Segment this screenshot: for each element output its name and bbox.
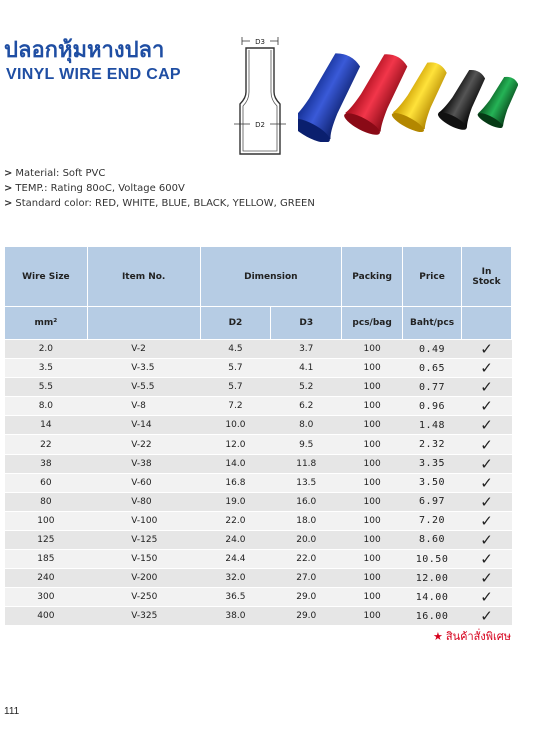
star-icon: ★ bbox=[433, 630, 443, 643]
check-icon: ✓ bbox=[462, 340, 512, 359]
table-row bbox=[5, 492, 512, 511]
wire-size-cell: 300 bbox=[5, 588, 88, 607]
wire-size-cell: 8.0 bbox=[5, 397, 88, 416]
price-cell: 0.65 bbox=[403, 359, 462, 378]
check-icon: ✓ bbox=[462, 473, 512, 492]
price-cell: 8.60 bbox=[403, 530, 462, 549]
header-dimension: Dimension bbox=[200, 247, 342, 307]
d3-cell: 5.2 bbox=[271, 378, 342, 397]
item-no-cell: V-100 bbox=[87, 511, 200, 530]
table-row bbox=[5, 435, 512, 454]
d3-cell: 22.0 bbox=[271, 550, 342, 569]
check-icon: ✓ bbox=[462, 397, 512, 416]
spec-material: > Material: Soft PVC bbox=[4, 168, 106, 179]
wire-size-cell: 3.5 bbox=[5, 359, 88, 378]
price-cell: 0.49 bbox=[403, 340, 462, 359]
d3-cell: 16.0 bbox=[271, 492, 342, 511]
d2-cell: 36.5 bbox=[200, 588, 271, 607]
item-no-cell: V-150 bbox=[87, 550, 200, 569]
header-in-stock-text: In Stock bbox=[472, 266, 501, 287]
table-row bbox=[5, 416, 512, 435]
table-row bbox=[5, 511, 512, 530]
unit-packing: pcs/bag bbox=[342, 307, 403, 340]
header-price: Price bbox=[403, 247, 462, 307]
table-row bbox=[5, 397, 512, 416]
d3-cell: 6.2 bbox=[271, 397, 342, 416]
d3-cell: 11.8 bbox=[271, 454, 342, 473]
packing-cell: 100 bbox=[342, 492, 403, 511]
d2-cell: 38.0 bbox=[200, 607, 271, 626]
price-cell: 6.97 bbox=[403, 492, 462, 511]
d3-cell: 20.0 bbox=[271, 530, 342, 549]
wire-size-cell: 100 bbox=[5, 511, 88, 530]
wire-size-cell: 240 bbox=[5, 569, 88, 588]
table-row bbox=[5, 530, 512, 549]
dimension-diagram bbox=[232, 32, 288, 160]
price-cell: 12.00 bbox=[403, 569, 462, 588]
d2-cell: 5.7 bbox=[200, 359, 271, 378]
unit-in-stock bbox=[462, 307, 512, 340]
item-no-cell: V-14 bbox=[87, 416, 200, 435]
price-cell: 16.00 bbox=[403, 607, 462, 626]
d2-cell: 4.5 bbox=[200, 340, 271, 359]
d3-cell: 27.0 bbox=[271, 569, 342, 588]
table-row bbox=[5, 378, 512, 397]
special-order-note bbox=[433, 627, 511, 645]
header-wire-size: Wire Size bbox=[5, 247, 88, 307]
d3-cell: 13.5 bbox=[271, 473, 342, 492]
d2-cell: 24.4 bbox=[200, 550, 271, 569]
d2-cell: 22.0 bbox=[200, 511, 271, 530]
item-no-cell: V-22 bbox=[87, 435, 200, 454]
check-icon: ✓ bbox=[462, 550, 512, 569]
d3-cell: 4.1 bbox=[271, 359, 342, 378]
check-icon: ✓ bbox=[462, 378, 512, 397]
item-no-cell: V-200 bbox=[87, 569, 200, 588]
item-no-cell: V-80 bbox=[87, 492, 200, 511]
wire-size-cell: 2.0 bbox=[5, 340, 88, 359]
d2-cell: 24.0 bbox=[200, 530, 271, 549]
item-no-cell: V-60 bbox=[87, 473, 200, 492]
d3-cell: 18.0 bbox=[271, 511, 342, 530]
header-packing: Packing bbox=[342, 247, 403, 307]
page-number: 111 bbox=[4, 706, 20, 717]
d2-label: D2 bbox=[255, 121, 265, 129]
table-row bbox=[5, 588, 512, 607]
item-no-cell: V-8 bbox=[87, 397, 200, 416]
specifications bbox=[4, 166, 315, 211]
check-icon: ✓ bbox=[462, 492, 512, 511]
d2-cell: 32.0 bbox=[200, 569, 271, 588]
d2-cell: 14.0 bbox=[200, 454, 271, 473]
unit-price: Baht/pcs bbox=[403, 307, 462, 340]
check-icon: ✓ bbox=[462, 588, 512, 607]
d2-cell: 7.2 bbox=[200, 397, 271, 416]
special-order-text: สินค้าสั่งพิเศษ bbox=[445, 630, 511, 643]
wire-size-cell: 185 bbox=[5, 550, 88, 569]
d3-cell: 8.0 bbox=[271, 416, 342, 435]
check-icon: ✓ bbox=[462, 569, 512, 588]
item-no-cell: V-5.5 bbox=[87, 378, 200, 397]
wire-size-cell: 5.5 bbox=[5, 378, 88, 397]
table-row bbox=[5, 473, 512, 492]
d2-cell: 10.0 bbox=[200, 416, 271, 435]
price-cell: 14.00 bbox=[403, 588, 462, 607]
item-no-cell: V-3.5 bbox=[87, 359, 200, 378]
packing-cell: 100 bbox=[342, 359, 403, 378]
header-in-stock bbox=[462, 247, 512, 307]
item-no-cell: V-2 bbox=[87, 340, 200, 359]
item-no-cell: V-325 bbox=[87, 607, 200, 626]
check-icon: ✓ bbox=[462, 416, 512, 435]
table-row bbox=[5, 340, 512, 359]
d2-cell: 16.8 bbox=[200, 473, 271, 492]
d3-cell: 29.0 bbox=[271, 607, 342, 626]
wire-size-cell: 14 bbox=[5, 416, 88, 435]
packing-cell: 100 bbox=[342, 607, 403, 626]
price-cell: 3.50 bbox=[403, 473, 462, 492]
table-row bbox=[5, 359, 512, 378]
price-cell: 7.20 bbox=[403, 511, 462, 530]
check-icon: ✓ bbox=[462, 359, 512, 378]
packing-cell: 100 bbox=[342, 569, 403, 588]
product-caps-image bbox=[298, 52, 518, 142]
d2-cell: 19.0 bbox=[200, 492, 271, 511]
price-cell: 2.32 bbox=[403, 435, 462, 454]
packing-cell: 100 bbox=[342, 511, 403, 530]
title-english: VINYL WIRE END CAP bbox=[6, 66, 181, 83]
table-row bbox=[5, 569, 512, 588]
wire-size-cell: 22 bbox=[5, 435, 88, 454]
check-icon: ✓ bbox=[462, 530, 512, 549]
wire-size-cell: 125 bbox=[5, 530, 88, 549]
item-no-cell: V-125 bbox=[87, 530, 200, 549]
packing-cell: 100 bbox=[342, 397, 403, 416]
table-row bbox=[5, 454, 512, 473]
table-row bbox=[5, 607, 512, 626]
unit-wire-size: mm² bbox=[5, 307, 88, 340]
d2-cell: 5.7 bbox=[200, 378, 271, 397]
d3-cell: 3.7 bbox=[271, 340, 342, 359]
d3-cell: 9.5 bbox=[271, 435, 342, 454]
packing-cell: 100 bbox=[342, 340, 403, 359]
wire-size-cell: 38 bbox=[5, 454, 88, 473]
header-item-no: Item No. bbox=[87, 247, 200, 307]
unit-item-no bbox=[87, 307, 200, 340]
price-cell: 10.50 bbox=[403, 550, 462, 569]
wire-size-cell: 60 bbox=[5, 473, 88, 492]
item-no-cell: V-250 bbox=[87, 588, 200, 607]
packing-cell: 100 bbox=[342, 550, 403, 569]
packing-cell: 100 bbox=[342, 473, 403, 492]
price-cell: 0.77 bbox=[403, 378, 462, 397]
unit-d3: D3 bbox=[271, 307, 342, 340]
packing-cell: 100 bbox=[342, 530, 403, 549]
price-cell: 3.35 bbox=[403, 454, 462, 473]
check-icon: ✓ bbox=[462, 435, 512, 454]
packing-cell: 100 bbox=[342, 435, 403, 454]
wire-size-cell: 400 bbox=[5, 607, 88, 626]
item-no-cell: V-38 bbox=[87, 454, 200, 473]
check-icon: ✓ bbox=[462, 607, 512, 626]
unit-d2: D2 bbox=[200, 307, 271, 340]
d2-cell: 12.0 bbox=[200, 435, 271, 454]
packing-cell: 100 bbox=[342, 378, 403, 397]
wire-size-cell: 80 bbox=[5, 492, 88, 511]
product-table bbox=[4, 246, 512, 626]
spec-color: > Standard color: RED, WHITE, BLUE, BLACK, YELLOW, GREEN bbox=[4, 198, 315, 209]
packing-cell: 100 bbox=[342, 588, 403, 607]
table-row bbox=[5, 550, 512, 569]
price-cell: 0.96 bbox=[403, 397, 462, 416]
packing-cell: 100 bbox=[342, 416, 403, 435]
packing-cell: 100 bbox=[342, 454, 403, 473]
spec-temp: > TEMP.: Rating 80oC, Voltage 600V bbox=[4, 183, 185, 194]
check-icon: ✓ bbox=[462, 454, 512, 473]
d3-cell: 29.0 bbox=[271, 588, 342, 607]
title-thai: ปลอกหุ้มหางปลา bbox=[4, 38, 165, 63]
check-icon: ✓ bbox=[462, 511, 512, 530]
d3-label: D3 bbox=[255, 38, 265, 46]
price-cell: 1.48 bbox=[403, 416, 462, 435]
